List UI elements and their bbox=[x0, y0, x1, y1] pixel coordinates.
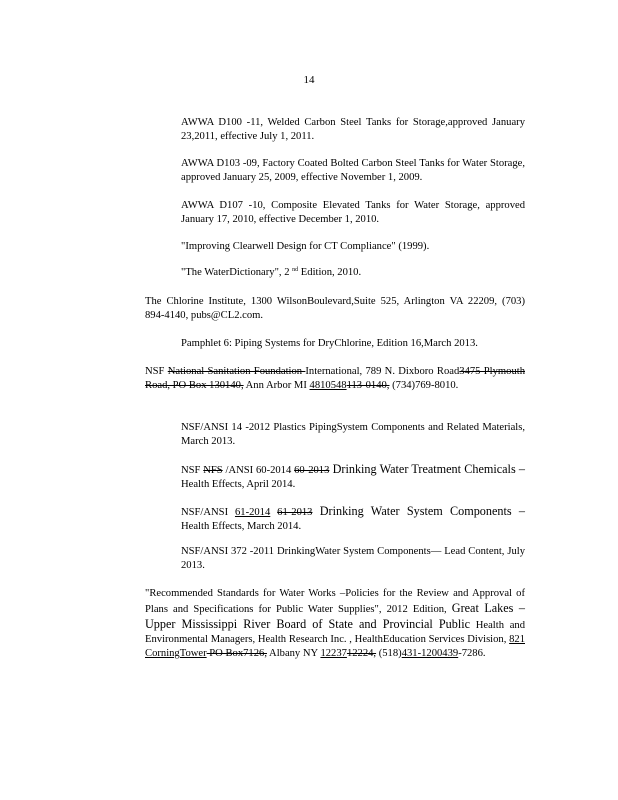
dict-text: "The WaterDictionary", 2 bbox=[181, 267, 293, 278]
dict-edition: Edition, 2010. bbox=[298, 267, 362, 278]
ref-pamphlet: Pamphlet 6: Piping Systems for DryChlorine, Edition 16,March 2013. bbox=[181, 338, 478, 349]
ref-awwa-d100: AWWA D100 -11, Welded Carbon Steel Tanks for Storage,approved January 23,2011, effective July 1, 2011. bbox=[181, 117, 525, 142]
ref-water-dictionary bbox=[181, 266, 525, 280]
inserted-text: 12237 bbox=[320, 648, 347, 659]
ref-chlorine-institute: The Chlorine Institute, 1300 WilsonBoulevard,Suite 525, Arlington VA 22209, (703) 894-4140, pubs@CL2.com. bbox=[145, 296, 525, 321]
ref-nsf-address bbox=[145, 365, 525, 393]
deleted-text: 3475 Plymouth Road, PO Box 130140, bbox=[145, 366, 525, 391]
text-run: NSF bbox=[145, 366, 168, 377]
text-run: NSF/ANSI bbox=[181, 507, 235, 518]
text-run: -7286. bbox=[458, 648, 486, 659]
deleted-text: 12224, bbox=[346, 648, 377, 659]
text-run: Ann Arbor MI bbox=[243, 380, 310, 391]
text-run: Albany NY bbox=[266, 648, 321, 659]
deleted-text: PO Box7126, bbox=[206, 648, 267, 659]
dict-superscript: nd bbox=[292, 267, 299, 273]
ref-nsf-61 bbox=[181, 504, 525, 534]
ref-ten-states-standards bbox=[145, 587, 525, 661]
deleted-text: National Sanitation Foundation bbox=[167, 366, 306, 377]
text-run: Health Effects, April 2014. bbox=[181, 479, 296, 490]
text-run: /ANSI 60-2014 bbox=[222, 465, 295, 476]
text-run: Health and Environmental Managers, Health Research Inc. , HealthEducation Services Division, bbox=[145, 620, 525, 645]
ref-awwa-d103: AWWA D103 -09, Factory Coated Bolted Carbon Steel Tanks for Water Storage, approved January 25, 2009, effective November 1, 2009. bbox=[181, 158, 525, 183]
text-run: (518) bbox=[376, 648, 402, 659]
ref-clearwell: "Improving Clearwell Design for CT Compliance" (1999). bbox=[181, 241, 430, 252]
text-run: Health Effects, March 2014. bbox=[181, 521, 302, 532]
inserted-text: 48105 bbox=[309, 380, 336, 391]
deleted-text: 60-2013 bbox=[294, 465, 330, 476]
inserted-text: 821 CorningTower bbox=[145, 634, 525, 659]
deleted-text: NFS bbox=[203, 465, 223, 476]
inserted-text: 431-1200439 bbox=[401, 648, 459, 659]
inserted-text: Great Lakes – Upper Mississippi River Board of State and Provincial Public bbox=[145, 601, 526, 631]
ref-nsf-60 bbox=[181, 462, 525, 492]
changed-text: 48 bbox=[336, 380, 347, 391]
deleted-text: 113-0140, bbox=[346, 380, 390, 391]
page-number: 14 bbox=[303, 74, 315, 86]
deleted-text: 61-2013 bbox=[277, 507, 313, 518]
ref-nsf-14: NSF/ANSI 14 -2012 Plastics PipingSystem Components and Related Materials, March 2013. bbox=[181, 422, 525, 447]
inserted-text: 61-2014 bbox=[234, 507, 271, 518]
text-run: (734)769-8010. bbox=[389, 380, 459, 391]
text-run: International, 789 N. Dixboro Road bbox=[305, 366, 460, 377]
inserted-title: Drinking Water Treatment Chemicals – bbox=[329, 462, 525, 476]
ref-nsf-372: NSF/ANSI 372 -2011 DrinkingWater System Components— Lead Content, July 2013. bbox=[181, 546, 525, 571]
inserted-title: Drinking Water System Components – bbox=[312, 504, 525, 518]
text-run: "Recommended Standards for Water Works –Policies for the Review and Approval of Plans and Specifications for Public Water Supplies", 2012 Edition, bbox=[145, 588, 525, 615]
ref-awwa-d107: AWWA D107 -10, Composite Elevated Tanks for Water Storage, approved January 17, 2010, effective December 1, 2010. bbox=[181, 200, 525, 225]
text-run: NSF bbox=[181, 465, 204, 476]
